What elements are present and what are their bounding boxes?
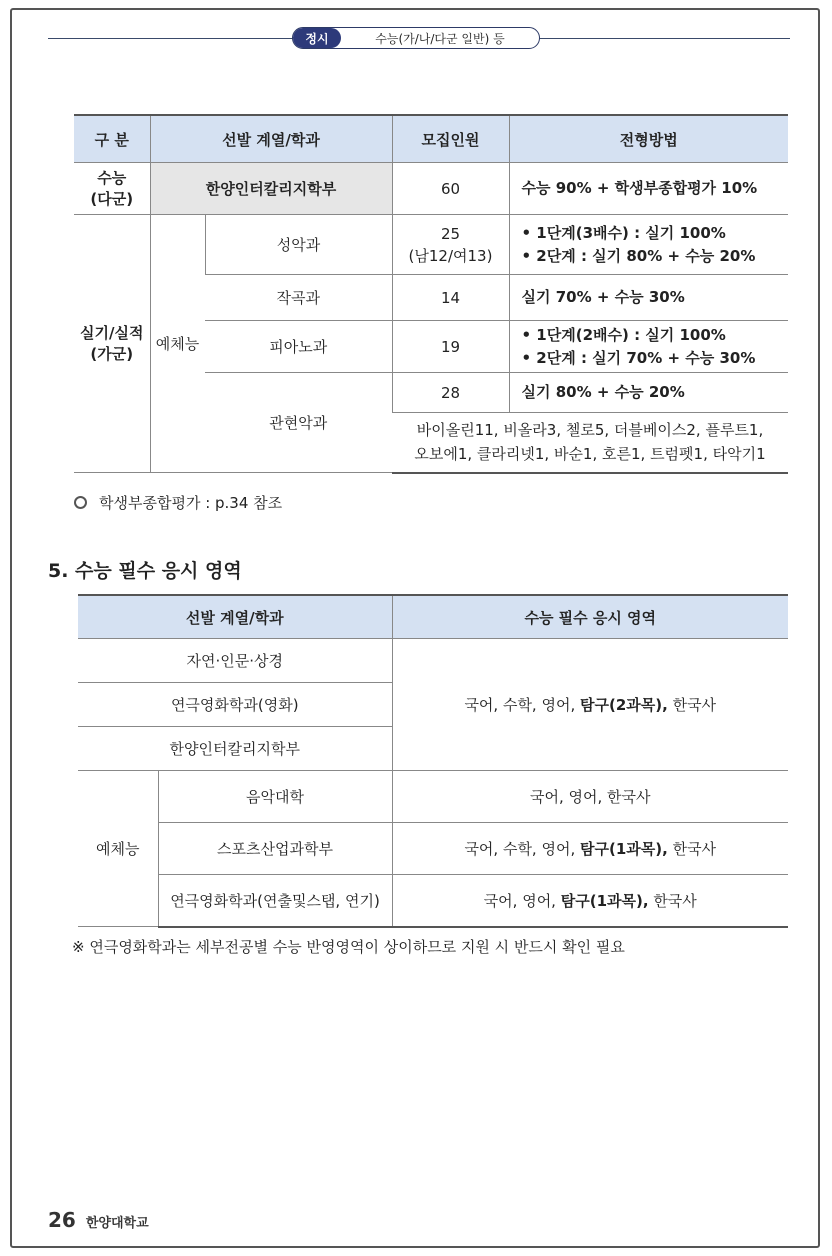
area-text: 국어, 수학, 영어, bbox=[464, 696, 580, 714]
dept-cell: 피아노과 bbox=[205, 321, 392, 373]
footnote: ※ 연극영화학과는 세부전공별 수능 반영영역이 상이하므로 지원 시 반드시 확인 필요 bbox=[72, 938, 625, 956]
area-text: 한국사 bbox=[667, 696, 717, 714]
count-cell: 25 (남12/여13) bbox=[392, 215, 509, 275]
area-cell bbox=[392, 639, 788, 771]
method-cell: 실기 80% + 수능 20% bbox=[509, 373, 788, 413]
selection-table bbox=[74, 114, 788, 474]
area-text: 국어, 영어, 한국사 bbox=[529, 788, 651, 806]
group-cell: 예체능 bbox=[150, 215, 205, 473]
section-title: 5. 수능 필수 응시 영역 bbox=[48, 560, 242, 582]
dept-cell: 한양인터칼리지학부 bbox=[78, 727, 392, 771]
area-text: 한국사 bbox=[667, 840, 717, 858]
dept-cell: 작곡과 bbox=[205, 275, 392, 321]
header-badge bbox=[292, 27, 540, 49]
col-header-dept: 선발 계열/학과 bbox=[78, 595, 392, 639]
method-cell: 수능 90% + 학생부종합평가 10% bbox=[509, 163, 788, 215]
col-header-category: 구 분 bbox=[74, 115, 150, 163]
area-cell bbox=[392, 875, 788, 927]
circle-bullet-icon bbox=[74, 496, 87, 509]
table-row bbox=[78, 639, 788, 683]
category-cell: 수능 (다군) bbox=[74, 163, 150, 215]
col-header-method: 전형방법 bbox=[509, 115, 788, 163]
col-header-dept: 선발 계열/학과 bbox=[150, 115, 392, 163]
dept-cell: 관현악과 bbox=[205, 373, 392, 473]
area-cell bbox=[392, 771, 788, 823]
area-cell bbox=[392, 823, 788, 875]
area-text: 국어, 수학, 영어, bbox=[464, 840, 580, 858]
page-footer bbox=[48, 1208, 149, 1232]
count-cell: 14 bbox=[392, 275, 509, 321]
dept-cell: 연극영화학과(영화) bbox=[78, 683, 392, 727]
required-area-table bbox=[78, 594, 788, 928]
header-label: 수능(가/나/다군 일반) 등 bbox=[375, 31, 505, 46]
count-cell: 28 bbox=[392, 373, 509, 413]
reference-note-text: 학생부종합평가 : p.34 참조 bbox=[99, 494, 283, 512]
table-row bbox=[78, 875, 788, 927]
area-bold-text: 탐구(2과목), bbox=[580, 696, 668, 714]
area-bold-text: 탐구(1과목), bbox=[560, 891, 649, 910]
category-cell: 실기/실적 (가군) bbox=[74, 215, 150, 473]
method-cell: 실기 70% + 수능 30% bbox=[509, 275, 788, 321]
dept-cell: 음악대학 bbox=[158, 771, 392, 823]
reference-note bbox=[74, 492, 282, 513]
dept-cell: 자연·인문·상경 bbox=[78, 639, 392, 683]
dept-cell: 스포츠산업과학부 bbox=[158, 823, 392, 875]
method-cell: • 1단계(3배수) : 실기 100% • 2단계 : 실기 80% + 수능 20% bbox=[509, 215, 788, 275]
dept-cell: 한양인터칼리지학부 bbox=[150, 163, 392, 215]
table-row bbox=[74, 215, 788, 275]
table-row bbox=[78, 823, 788, 875]
area-text: 국어, 영어, bbox=[483, 891, 561, 910]
area-text: 한국사 bbox=[648, 891, 697, 910]
method-cell: • 1단계(2배수) : 실기 100% • 2단계 : 실기 70% + 수능 30% bbox=[509, 321, 788, 373]
table-row bbox=[74, 163, 788, 215]
count-cell: 60 bbox=[392, 163, 509, 215]
area-bold-text: 탐구(1과목), bbox=[580, 840, 668, 858]
dept-cell: 성악과 bbox=[205, 215, 392, 275]
page-number: 26 bbox=[48, 1208, 76, 1232]
university-name: 한양대학교 bbox=[85, 1216, 149, 1231]
table-header-row bbox=[74, 115, 788, 163]
table-row bbox=[78, 771, 788, 823]
col-header-count: 모집인원 bbox=[392, 115, 509, 163]
header-tag: 정시 bbox=[293, 28, 341, 48]
dept-cell: 연극영화학과(연출및스탭, 연기) bbox=[158, 875, 392, 927]
table-header-row bbox=[78, 595, 788, 639]
instrument-breakdown-cell: 바이올린11, 비올라3, 첼로5, 더블베이스2, 플루트1, 오보에1, 클라리넷1, 바순1, 호른1, 트럼펫1, 타악기1 bbox=[392, 413, 788, 473]
count-cell: 19 bbox=[392, 321, 509, 373]
group-cell: 예체능 bbox=[78, 771, 158, 927]
col-header-area: 수능 필수 응시 영역 bbox=[392, 595, 788, 639]
